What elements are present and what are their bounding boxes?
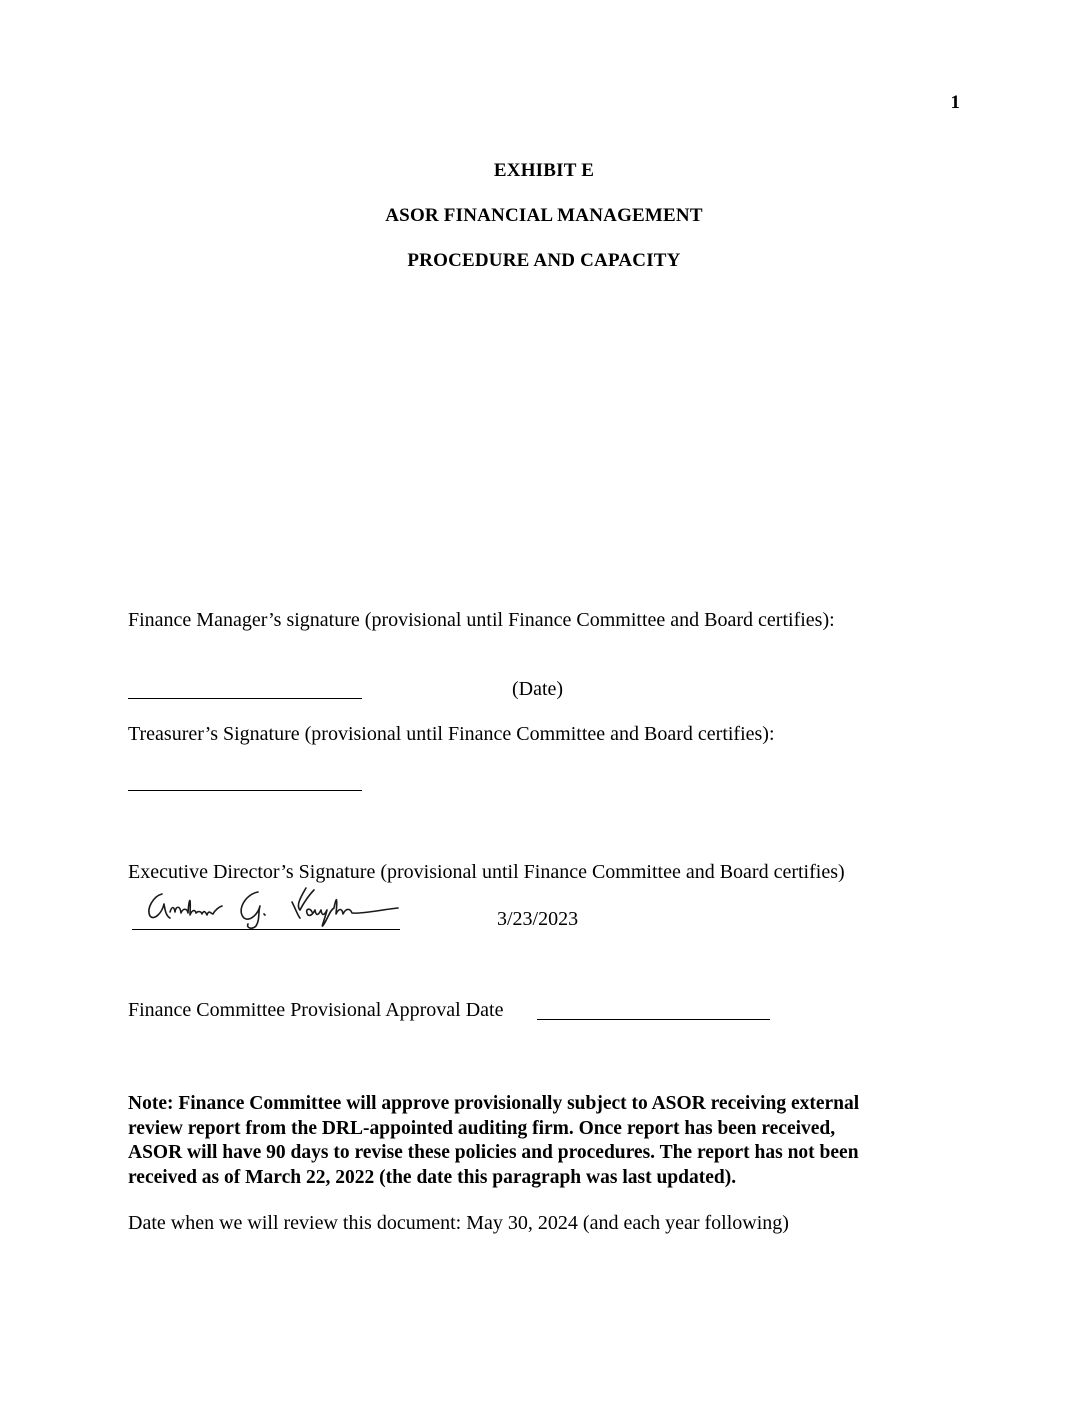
- finance-manager-signature-line[interactable]: [128, 698, 362, 699]
- exhibit-heading: EXHIBIT E: [493, 160, 595, 181]
- executive-director-signature-line[interactable]: [132, 929, 400, 930]
- finance-committee-approval-label: Finance Committee Provisional Approval Date: [128, 999, 504, 1021]
- document-title-line2: PROCEDURE AND CAPACITY: [407, 250, 681, 271]
- executive-director-signature: [140, 880, 410, 932]
- finance-manager-date-label: (Date): [512, 678, 564, 700]
- note-line: Note: Finance Committee will approve provisionally subject to ASOR receiving external: [128, 1093, 860, 1114]
- executive-director-signature-date: 3/23/2023: [497, 908, 579, 930]
- finance-manager-signature-label: Finance Manager’s signature (provisional until Finance Committee and Board certifies):: [128, 609, 835, 631]
- note-line: ASOR will have 90 days to revise these policies and procedures. The report has not been: [128, 1142, 859, 1163]
- finance-committee-approval-date-line[interactable]: [537, 1019, 770, 1020]
- document-title-line1: ASOR FINANCIAL MANAGEMENT: [385, 205, 703, 226]
- review-date-text: Date when we will review this document: May 30, 2024 (and each year following): [128, 1212, 789, 1234]
- treasurer-signature-line[interactable]: [128, 790, 362, 791]
- executive-director-signature-label: Executive Director’s Signature (provisional until Finance Committee and Board certifies): [128, 861, 845, 883]
- note-line: received as of March 22, 2022 (the date this paragraph was last updated).: [128, 1166, 737, 1188]
- treasurer-signature-label: Treasurer’s Signature (provisional until Finance Committee and Board certifies):: [128, 723, 775, 745]
- provisional-approval-note: [128, 1092, 948, 1190]
- note-line: review report from the DRL-appointed auditing firm. Once report has been received,: [128, 1117, 836, 1139]
- page-number: 1: [950, 92, 960, 113]
